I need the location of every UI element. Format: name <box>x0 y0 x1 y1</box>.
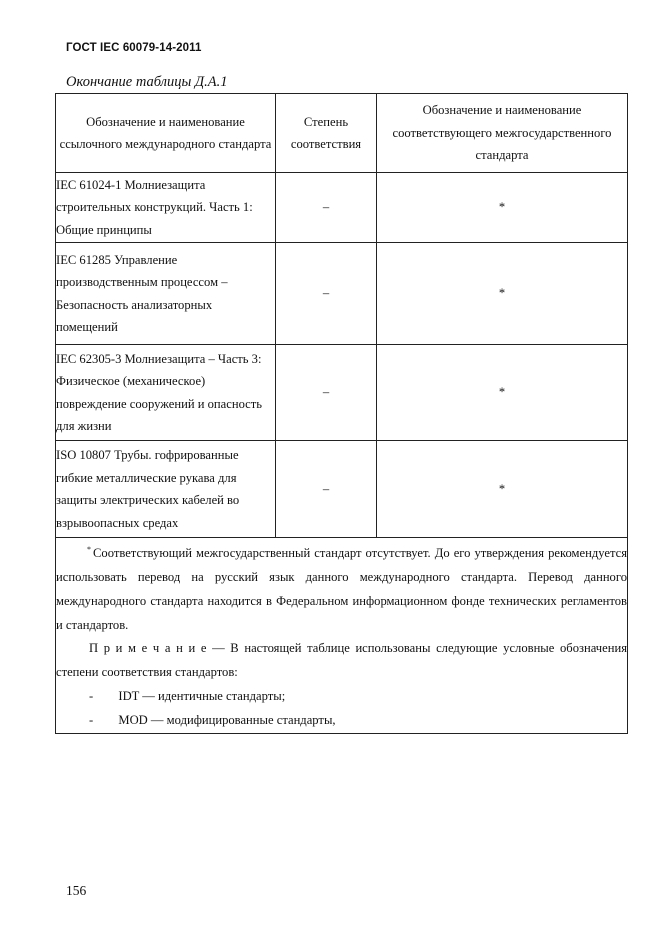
column-header-reference: Обозначение и наименование ссылочного международного стандарта <box>56 94 276 173</box>
degree-cell: – <box>276 173 377 243</box>
degree-cell: – <box>276 441 377 538</box>
national-cell: * <box>377 243 628 345</box>
list-item: - IDT — идентичные стандарты; <box>89 688 286 703</box>
reference-cell: IEC 61024-1 Молниезащита строительных конструкций. Часть 1: Общие принципы <box>56 173 276 243</box>
table-caption: Окончание таблицы Д.А.1 <box>66 74 228 90</box>
reference-cell: IEC 61285 Управление производственным процессом – Безопасность анализаторных помещений <box>56 243 276 345</box>
degree-cell: – <box>276 345 377 441</box>
reference-cell: ISO 10807 Трубы. гофрированные гибкие металлические рукава для защиты электрических кабелей во взрывоопасных средах <box>56 441 276 538</box>
footnote-marker: * <box>87 545 91 554</box>
page-number: 156 <box>66 883 87 898</box>
table-row <box>56 441 628 538</box>
footnote-paragraph <box>56 538 627 637</box>
note-text: П р и м е ч а н и е — В настоящей таблице использованы следующие условные обозначения степени соответствия стандартов: <box>56 641 627 680</box>
column-header-degree: Степень соответствия <box>276 94 377 173</box>
national-cell: * <box>377 441 628 538</box>
document-code: ГОСТ IEC 60079-14-2011 <box>66 42 202 54</box>
table-header-row <box>56 94 628 173</box>
table-row <box>56 173 628 243</box>
column-header-national: Обозначение и наименование соответствующего межгосударственного стандарта <box>377 94 628 173</box>
reference-cell: IEC 62305-3 Молниезащита – Часть 3: Физическое (механическое) повреждение сооружений и опасность для жизни <box>56 345 276 441</box>
table-footnote-row <box>56 538 628 734</box>
national-cell: * <box>377 345 628 441</box>
footnote-text: Соответствующий межгосударственный стандарт отсутствует. До его утверждения рекомендуется использовать перевод на русский язык данного международного стандарта. Перевод данного международного стандарта находится в Федеральном информационном фонде технических регламентов и стандартов. <box>56 546 627 632</box>
table-row <box>56 345 628 441</box>
reference-standards-table <box>55 93 628 734</box>
footnote-cell <box>56 538 628 734</box>
degree-cell: – <box>276 243 377 345</box>
table-row <box>56 243 628 345</box>
national-cell: * <box>377 173 628 243</box>
list-item: - MOD — модифицированные стандарты, <box>89 712 336 727</box>
